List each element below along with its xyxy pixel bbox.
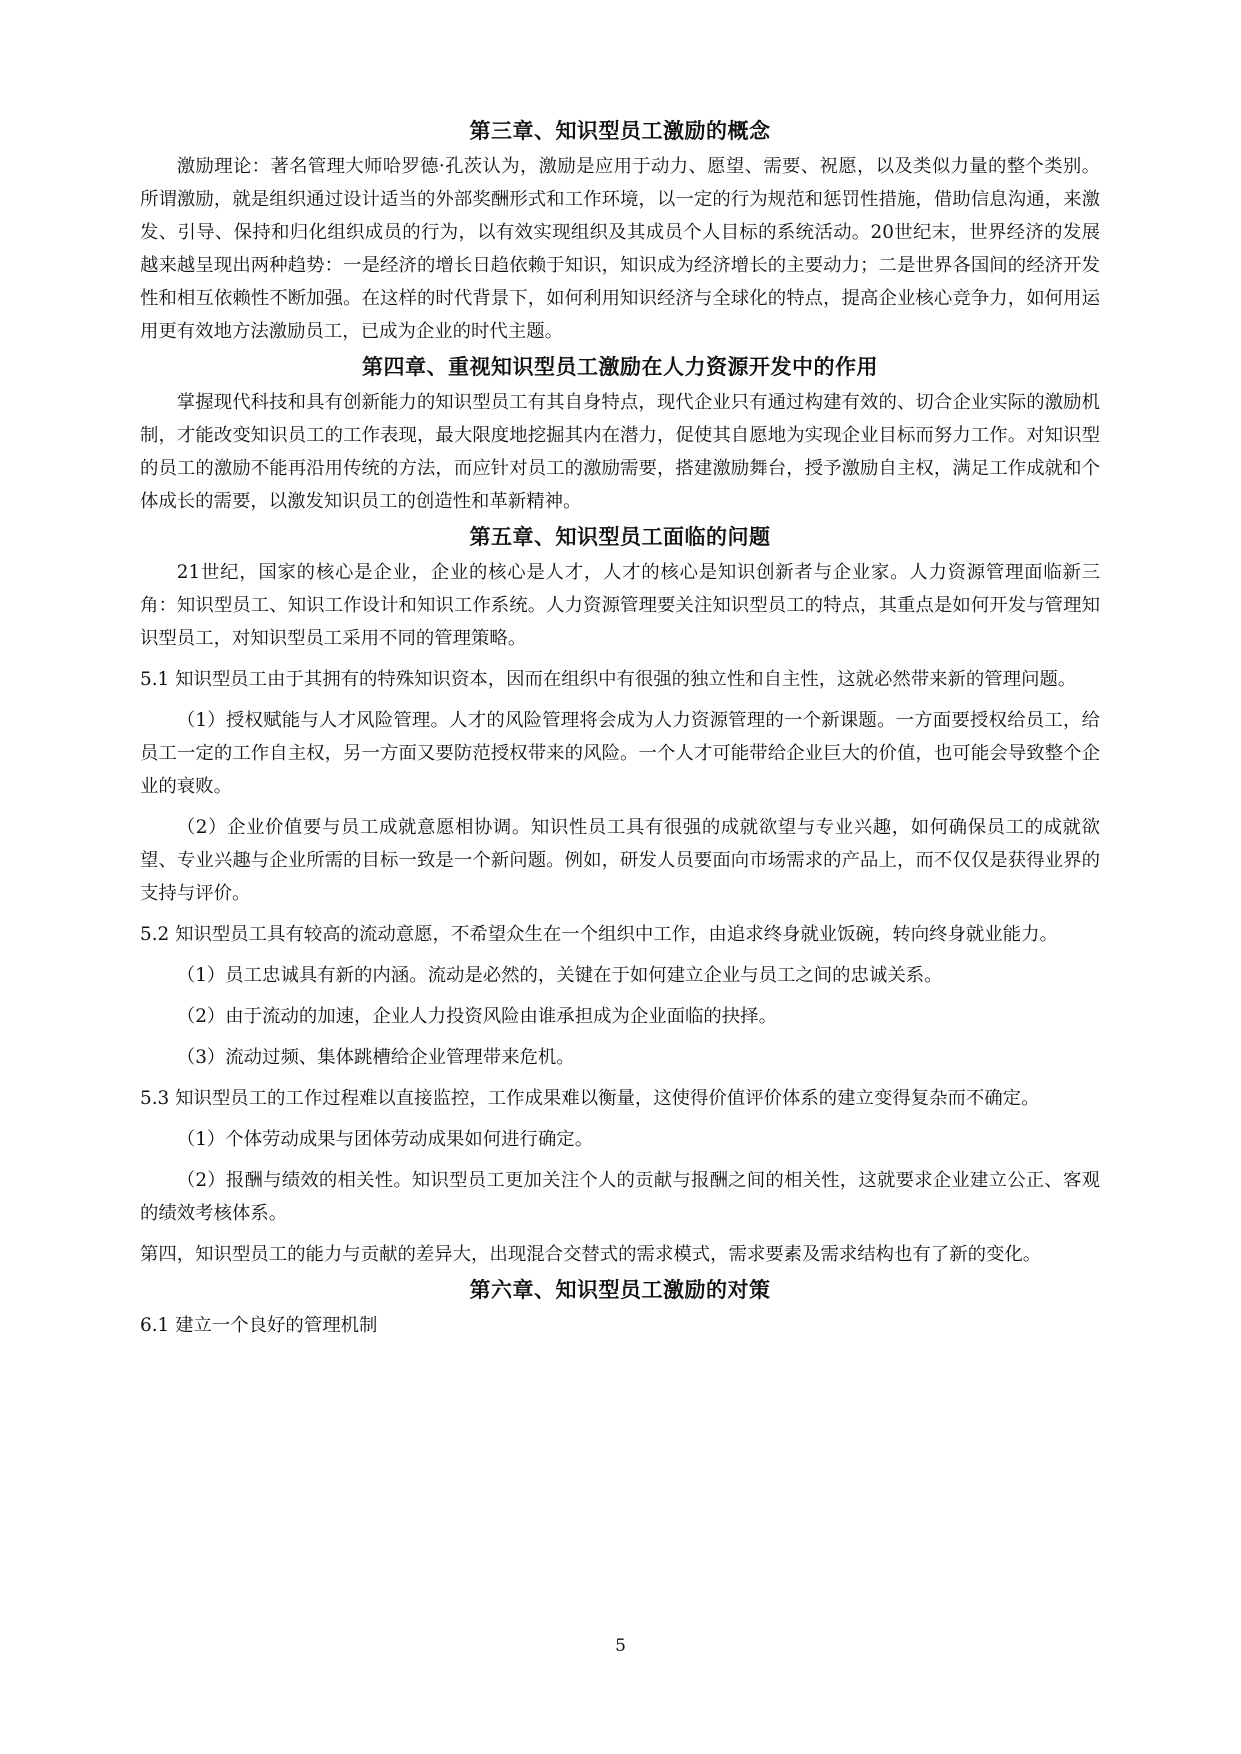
section-5-3-item-1: （1）个体劳动成果与团体劳动成果如何进行确定。 (176, 1129, 594, 1150)
page-number: 5 (615, 1636, 626, 1656)
chapter-4-title: 第四章、重视知识型员工激励在人力资源开发中的作用 (362, 355, 878, 379)
chapter-3-title: 第三章、知识型员工激励的概念 (469, 119, 771, 143)
section-5-3-item-2: （2）报酬与绩效的相关性。知识型员工更加关注个人的贡献与报酬之间的相关性，这就要求企业建立公正、客观的绩效考核体系。 (140, 1170, 1100, 1224)
section-5-1: 5.1 知识型员工由于其拥有的特殊知识资本，因而在组织中有很强的独立性和自主性，这就必然带来新的管理问题。 (140, 669, 1077, 690)
section-6-1: 6.1 建立一个良好的管理机制 (140, 1315, 378, 1336)
section-5-3: 5.3 知识型员工的工作过程难以直接监控，工作成果难以衡量，这使得价值评价体系的建立变得复杂而不确定。 (140, 1088, 1040, 1109)
section-5-1-item-1: （1）授权赋能与人才风险管理。人才的风险管理将会成为人力资源管理的一个新课题。一方面要授权给员工，给员工一定的工作自主权，另一方面又要防范授权带来的风险。一个人才可能带给企业巨大的价值，也可能会导致整个企业的衰败。 (140, 710, 1100, 797)
chapter-6-title: 第六章、知识型员工激励的对策 (469, 1278, 771, 1302)
chapter-5-title: 第五章、知识型员工面临的问题 (469, 525, 771, 549)
section-5-1-item-2: （2）企业价值要与员工成就意愿相协调。知识性员工具有很强的成就欲望与专业兴趣，如何确保员工的成就欲望、专业兴趣与企业所需的目标一致是一个新问题。例如，研发人员要面向市场需求的产品上，而不仅仅是获得业界的支持与评价。 (140, 817, 1100, 904)
section-5-2-item-2: （2）由于流动的加速，企业人力投资风险由谁承担成为企业面临的抉择。 (176, 1006, 777, 1027)
section-5-4: 第四，知识型员工的能力与贡献的差异大，出现混合交替式的需求模式，需求要素及需求结构也有了新的变化。 (140, 1244, 1042, 1265)
chapter-3-paragraph: 激励理论：著名管理大师哈罗德·孔茨认为，激励是应用于动力、愿望、需要、祝愿，以及类似力量的整个类别。所谓激励，就是组织通过设计适当的外部奖酬形式和工作环境，以一定的行为规范和惩罚性措施，借助信息沟通，来激发、引导、保持和归化组织成员的行为，以有效实现组织及其成员个人目标的系统活动。20世纪末，世界经济的发展越来越呈现出两种趋势：一是经济的增长日趋依赖于知识，知识成为经济增长的主要动力；二是世界各国间的经济开发性和相互依赖性不断加强。在这样的时代背景下，如何利用知识经济与全球化的特点，提高企业核心竞争力，如何用运用更有效地方法激励员工，已成为企业的时代主题。 (140, 156, 1100, 342)
section-5-2-item-1: （1）员工忠诚具有新的内涵。流动是必然的，关键在于如何建立企业与员工之间的忠诚关系。 (176, 965, 943, 986)
chapter-4-paragraph: 掌握现代科技和具有创新能力的知识型员工有其自身特点，现代企业只有通过构建有效的、切合企业实际的激励机制，才能改变知识员工的工作表现，最大限度地挖掘其内在潜力，促使其自愿地为实现企业目标而努力工作。对知识型的员工的激励不能再沿用传统的方法，而应针对员工的激励需要，搭建激励舞台，授予激励自主权，满足工作成就和个体成长的需要，以激发知识员工的创造性和革新精神。 (140, 392, 1100, 512)
chapter-5-intro: 21世纪，国家的核心是企业，企业的核心是人才，人才的核心是知识创新者与企业家。人力资源管理面临新三角：知识型员工、知识工作设计和知识工作系统。人力资源管理要关注知识型员工的特点，其重点是如何开发与管理知识型员工，对知识型员工采用不同的管理策略。 (140, 562, 1100, 649)
section-5-2-item-3: （3）流动过频、集体跳槽给企业管理带来危机。 (176, 1047, 575, 1068)
section-5-2: 5.2 知识型员工具有较高的流动意愿，不希望众生在一个组织中工作，由追求终身就业饭碗，转向终身就业能力。 (140, 924, 1058, 945)
document-page (140, 112, 1100, 1342)
